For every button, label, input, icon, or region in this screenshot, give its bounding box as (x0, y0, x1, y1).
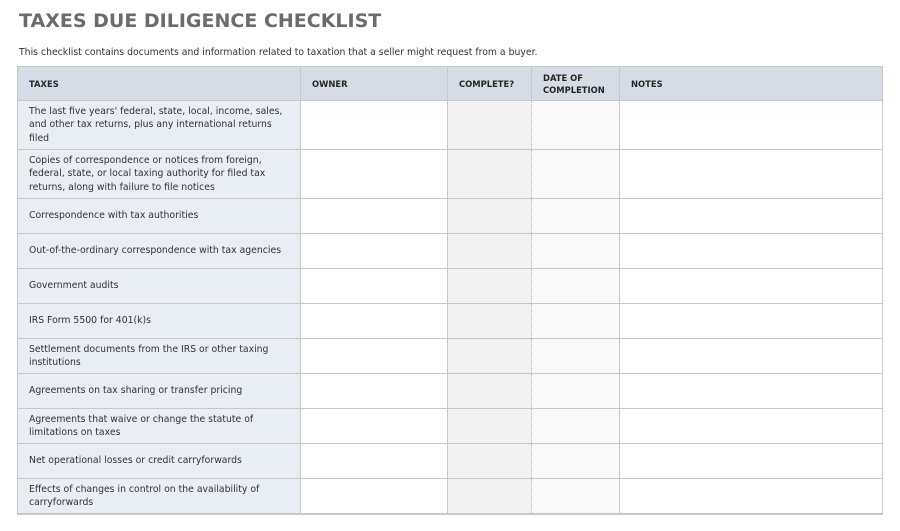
notes-cell[interactable] (620, 479, 883, 515)
notes-cell[interactable] (620, 374, 883, 409)
page-title: TAXES DUE DILIGENCE CHECKLIST (19, 10, 382, 32)
date-cell[interactable] (532, 374, 620, 409)
owner-cell[interactable] (301, 199, 448, 234)
date-cell[interactable] (532, 479, 620, 515)
header-notes: NOTES (620, 67, 883, 101)
complete-cell[interactable] (448, 304, 532, 339)
notes-cell[interactable] (620, 101, 883, 150)
date-cell[interactable] (532, 339, 620, 374)
task-cell: Copies of correspondence or notices from foreign, federal, state, or local taxing authority for filed tax returns, along with failure to file notices (18, 150, 301, 199)
table-row (18, 269, 883, 304)
table-row (18, 339, 883, 374)
task-cell: Settlement documents from the IRS or other taxing institutions (18, 339, 301, 374)
complete-cell[interactable] (448, 444, 532, 479)
date-cell[interactable] (532, 199, 620, 234)
table-row (18, 479, 883, 515)
complete-cell[interactable] (448, 199, 532, 234)
owner-cell[interactable] (301, 339, 448, 374)
owner-cell[interactable] (301, 150, 448, 199)
notes-cell[interactable] (620, 150, 883, 199)
table-row (18, 409, 883, 444)
header-owner: OWNER (301, 67, 448, 101)
header-complete: COMPLETE? (448, 67, 532, 101)
date-cell[interactable] (532, 444, 620, 479)
header-date-of-completion (532, 67, 620, 101)
notes-cell[interactable] (620, 444, 883, 479)
complete-cell[interactable] (448, 479, 532, 515)
date-cell[interactable] (532, 234, 620, 269)
task-cell: Correspondence with tax authorities (18, 199, 301, 234)
complete-cell[interactable] (448, 234, 532, 269)
date-cell[interactable] (532, 304, 620, 339)
task-cell: Agreements that waive or change the statute of limitations on taxes (18, 409, 301, 444)
date-cell[interactable] (532, 269, 620, 304)
table-header-row (18, 67, 883, 101)
table-row (18, 199, 883, 234)
complete-cell[interactable] (448, 269, 532, 304)
task-cell: Out-of-the-ordinary correspondence with tax agencies (18, 234, 301, 269)
owner-cell[interactable] (301, 101, 448, 150)
notes-cell[interactable] (620, 339, 883, 374)
checklist-table (17, 66, 883, 515)
owner-cell[interactable] (301, 374, 448, 409)
date-cell[interactable] (532, 409, 620, 444)
notes-cell[interactable] (620, 199, 883, 234)
owner-cell[interactable] (301, 479, 448, 515)
complete-cell[interactable] (448, 409, 532, 444)
task-cell: IRS Form 5500 for 401(k)s (18, 304, 301, 339)
complete-cell[interactable] (448, 374, 532, 409)
task-cell: Government audits (18, 269, 301, 304)
task-cell: Agreements on tax sharing or transfer pricing (18, 374, 301, 409)
notes-cell[interactable] (620, 304, 883, 339)
table-row (18, 304, 883, 339)
owner-cell[interactable] (301, 304, 448, 339)
table-row (18, 374, 883, 409)
date-cell[interactable] (532, 101, 620, 150)
task-cell: Net operational losses or credit carryforwards (18, 444, 301, 479)
complete-cell[interactable] (448, 339, 532, 374)
complete-cell[interactable] (448, 101, 532, 150)
header-date-line2: COMPLETION (543, 84, 605, 95)
table-row (18, 150, 883, 199)
notes-cell[interactable] (620, 409, 883, 444)
date-cell[interactable] (532, 150, 620, 199)
header-date-line1: DATE OF (543, 72, 583, 83)
owner-cell[interactable] (301, 409, 448, 444)
owner-cell[interactable] (301, 234, 448, 269)
table-row (18, 101, 883, 150)
table-row (18, 234, 883, 269)
complete-cell[interactable] (448, 150, 532, 199)
page-description: This checklist contains documents and information related to taxation that a seller might request from a buyer. (19, 47, 538, 58)
notes-cell[interactable] (620, 234, 883, 269)
owner-cell[interactable] (301, 444, 448, 479)
notes-cell[interactable] (620, 269, 883, 304)
task-cell: Effects of changes in control on the availability of carryforwards (18, 479, 301, 515)
header-taxes: TAXES (18, 67, 301, 101)
task-cell: The last five years' federal, state, local, income, sales, and other tax returns, plus any international returns filed (18, 101, 301, 150)
table-row (18, 444, 883, 479)
owner-cell[interactable] (301, 269, 448, 304)
